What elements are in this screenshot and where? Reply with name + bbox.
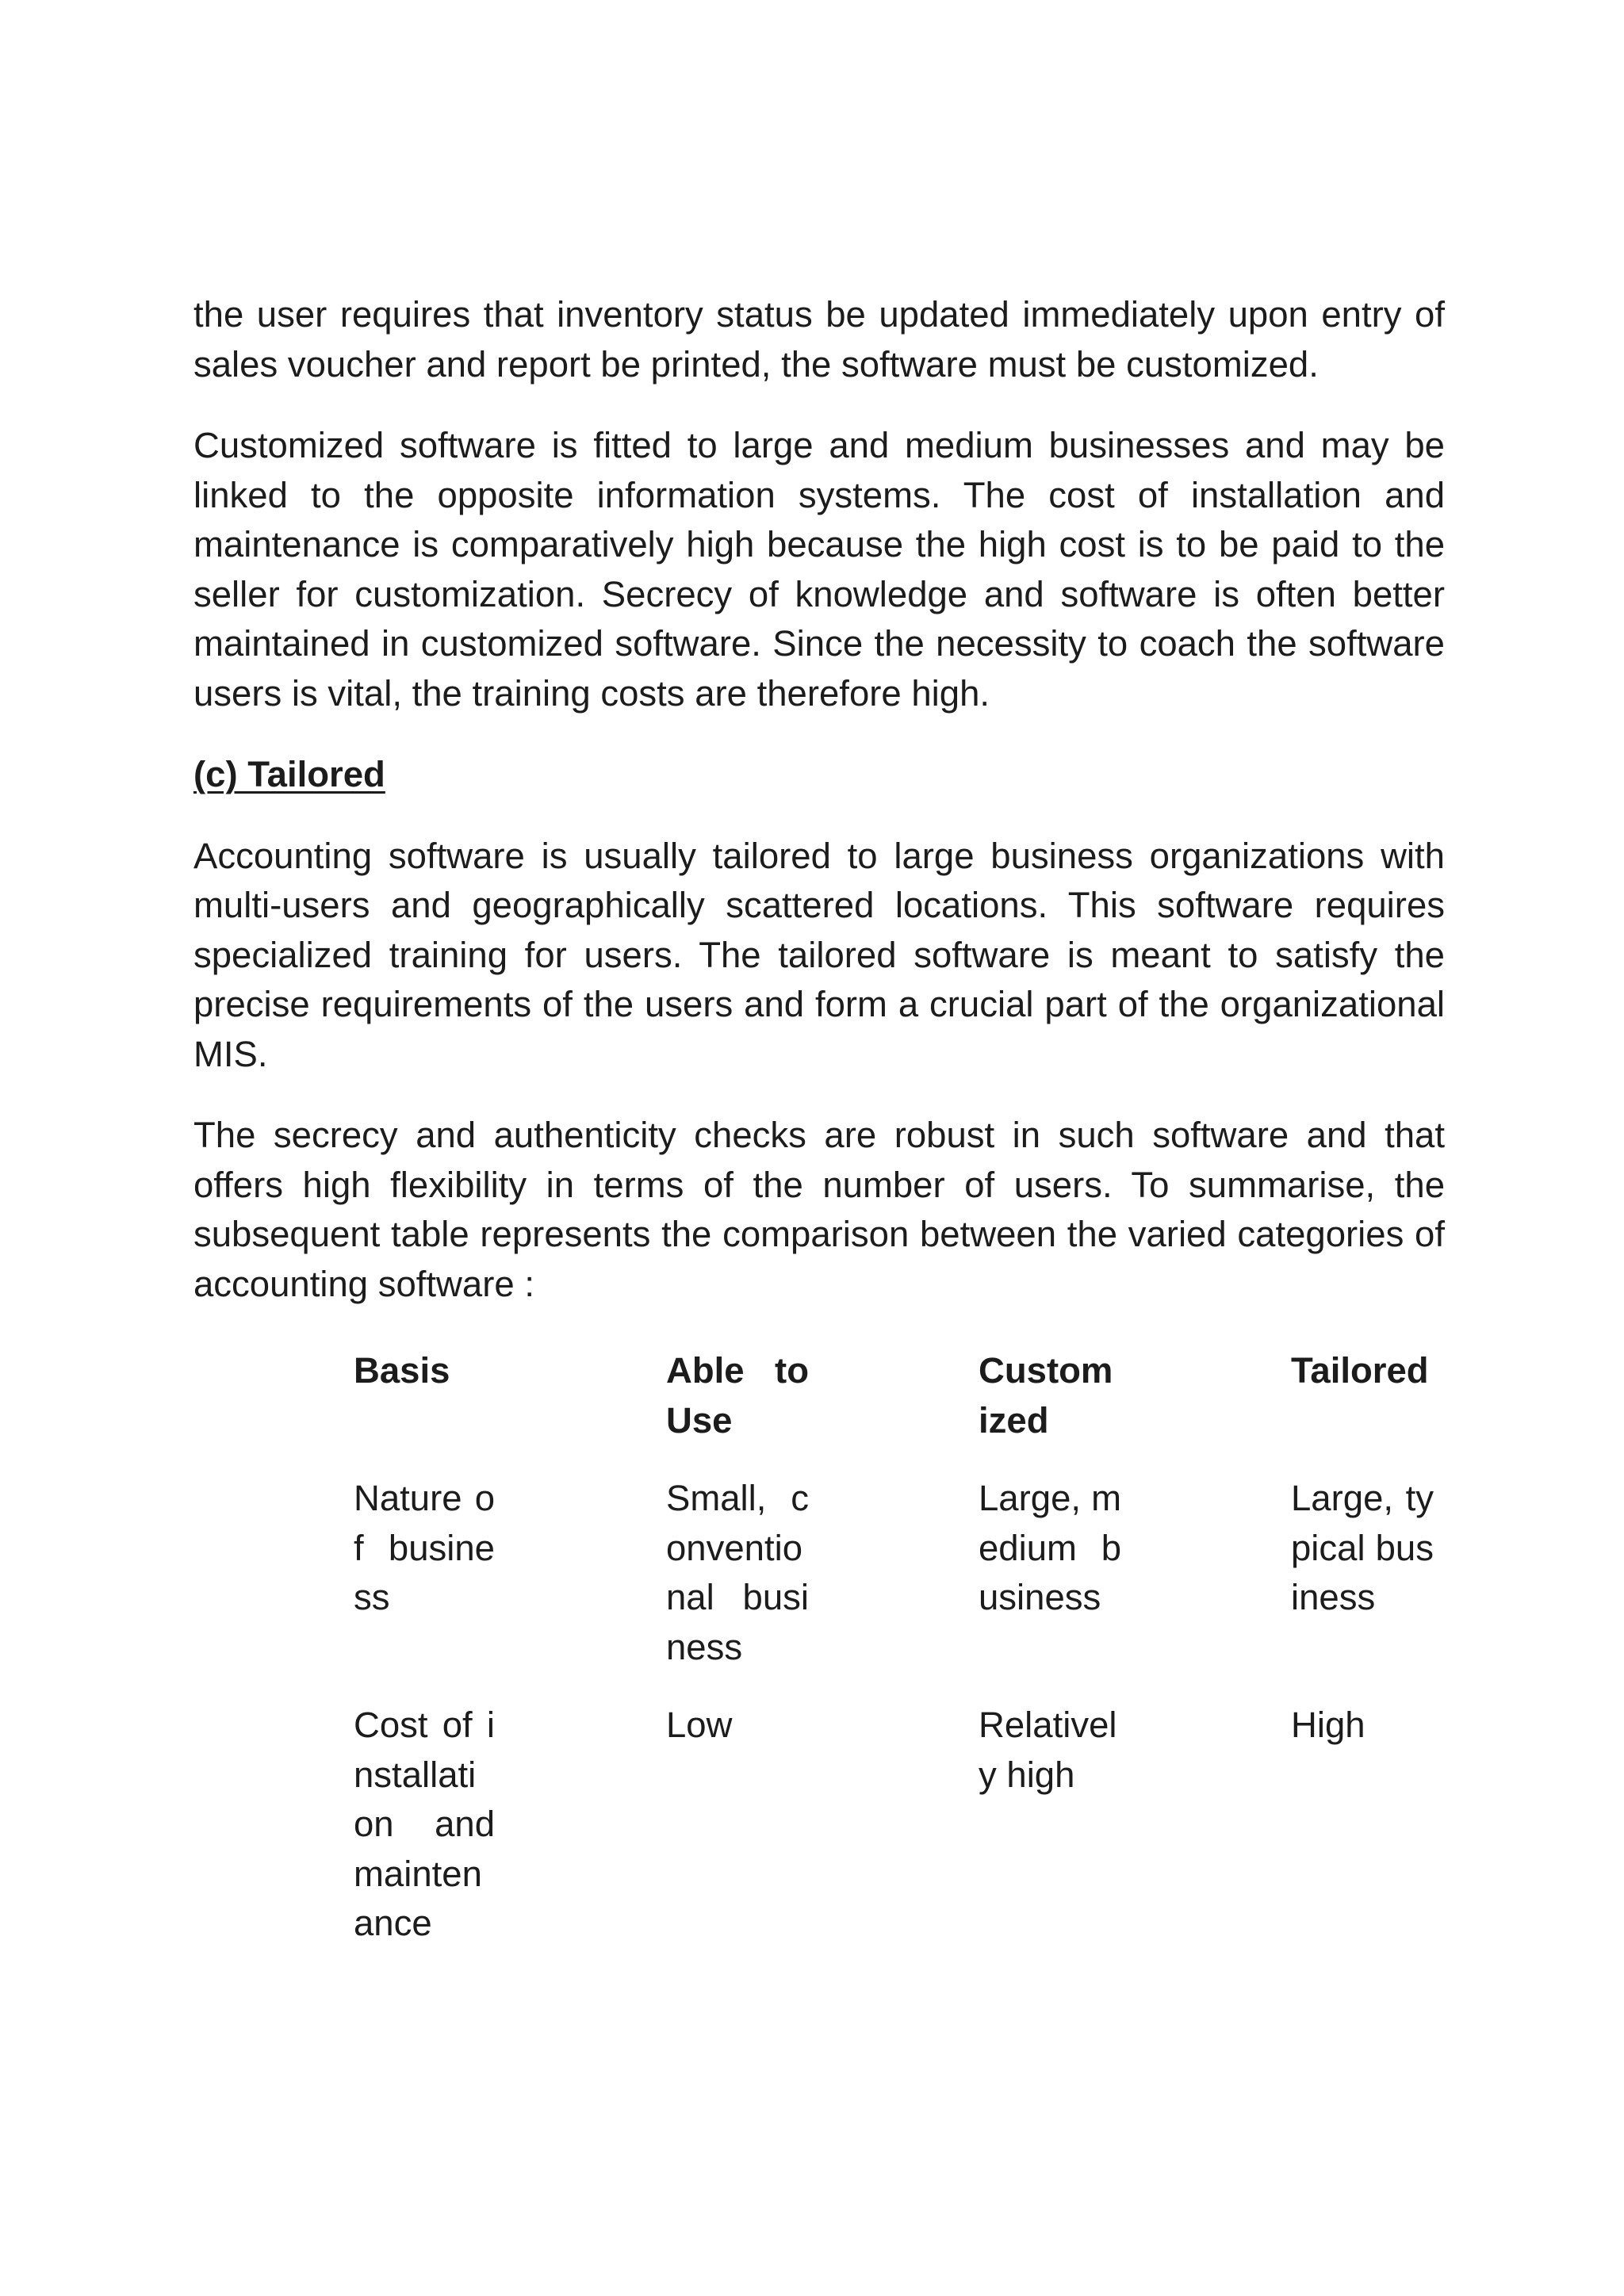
table-cell: Relatively high <box>979 1705 1117 1795</box>
table-header-row <box>354 1346 1465 1474</box>
table-header-cell: Able to Use <box>666 1350 809 1441</box>
document-body <box>193 290 1445 1341</box>
table-header-cell: Tailored <box>1291 1350 1429 1391</box>
paragraph-customized-software: Customized software is fitted to large and medium businesses and may be linked to the opposite information systems. The cost of installation and maintenance is comparatively high because the high cost is to be paid to the seller for customization. Secrecy of knowledge and software is often better maintained in customized software. Since the necessity to coach the software users is vital, the training costs are therefore high. <box>193 425 1445 714</box>
paragraph-tailored-software: Accounting software is usually tailored to large business organizations with multi-users and geographically scattered locations. This software requires specialized training for users. The tailored software is meant to satisfy the precise requirements of the users and form a crucial part of the organizational MIS. <box>193 835 1445 1074</box>
table-cell: Cost of installation and maintenance <box>354 1705 495 1943</box>
comparison-table <box>354 1346 1465 1977</box>
table-cell: Nature of business <box>354 1478 495 1617</box>
paragraph-continuation: the user requires that inventory status be updated immediately upon entry of sales voucher and report be printed, the software must be customized. <box>193 294 1445 385</box>
table-cell: Small, conventional business <box>666 1478 809 1667</box>
table-header-cell: Basis <box>354 1350 450 1391</box>
table-cell: Large, medium business <box>979 1478 1121 1617</box>
table-row <box>354 1474 1465 1701</box>
section-heading-tailored: (c) Tailored <box>193 754 385 794</box>
paragraph-summary: The secrecy and authenticity checks are robust in such software and that offers high flexibility in terms of the number of users. To summarise, the subsequent table represents the comparison between the varied categories of accounting software : <box>193 1115 1445 1304</box>
table-row <box>354 1701 1465 1977</box>
table-header-cell: Customized <box>979 1350 1113 1441</box>
table-cell: Large, typical business <box>1291 1478 1434 1617</box>
table-cell: High <box>1291 1705 1365 1745</box>
table-cell: Low <box>666 1705 733 1745</box>
